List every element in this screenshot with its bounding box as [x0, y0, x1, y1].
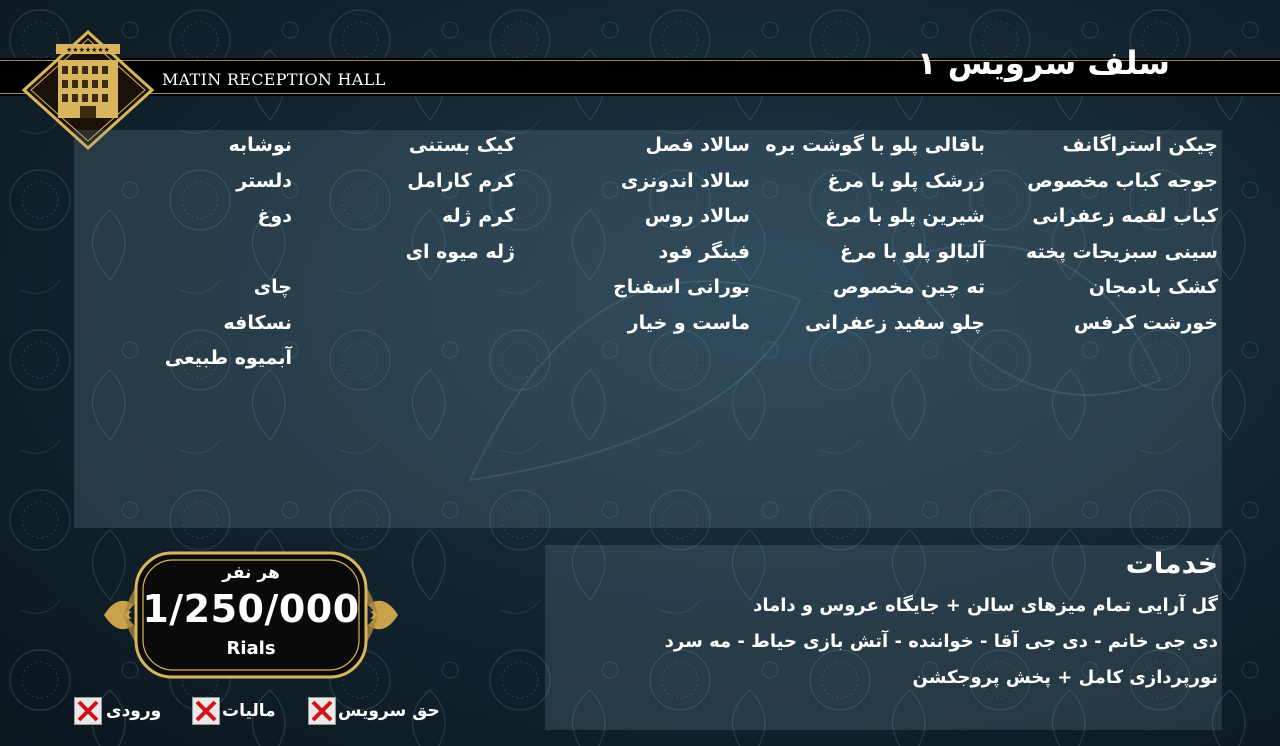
list-item: دوغ — [257, 205, 292, 227]
cross-icon — [309, 698, 335, 724]
brand-name: MATIN RECEPTION HALL — [162, 70, 386, 89]
extra-label: مالیات — [222, 701, 276, 721]
list-item: کیک بستنی — [408, 134, 515, 156]
price-badge — [96, 545, 406, 685]
list-item: آلبالو پلو با مرغ — [839, 240, 985, 263]
list-item: کرم کارامل — [407, 169, 515, 192]
list-item: بورانی اسفناج — [613, 276, 750, 298]
list-item: چیکن استراگانف — [1062, 134, 1218, 156]
services-panel — [545, 545, 1222, 730]
menu-column-drinks — [165, 130, 292, 379]
list-item: کشک بادمجان — [1088, 276, 1218, 298]
list-item: ژله میوه ای — [405, 240, 515, 263]
cross-icon — [75, 698, 101, 724]
services-line: دی جی خانم - دی جی آقا - خواننده - آتش بازی حیاط - مه سرد — [664, 631, 1218, 652]
menu-column-salads — [613, 130, 750, 343]
list-item: دلستر — [236, 169, 292, 192]
menu-column-rice-dishes — [765, 130, 985, 343]
checkbox-tax[interactable] — [192, 697, 220, 725]
list-item: شیرین پلو با مرغ — [825, 205, 985, 227]
list-item: جوجه کباب مخصوص — [1027, 169, 1218, 192]
price-currency: Rials — [226, 638, 276, 659]
extra-label: حق سرویس — [338, 701, 440, 721]
extras-checklist — [72, 695, 442, 731]
menu-column-desserts — [406, 130, 515, 272]
list-item: ته چین مخصوص — [832, 276, 985, 298]
checkbox-entrance[interactable] — [74, 697, 102, 725]
price-amount: 1/250/000 — [142, 587, 360, 631]
services-line: گل آرایی تمام میزهای سالن + جایگاه عروس و داماد — [753, 595, 1218, 616]
page-title: سلف سرویس ۱ — [917, 44, 1170, 82]
list-item: فینگر فود — [658, 240, 750, 263]
list-item: سالاد روس — [644, 205, 750, 227]
list-item: چای — [253, 276, 292, 298]
services-heading: خدمات — [1125, 547, 1218, 580]
list-item: زرشک پلو با مرغ — [827, 169, 985, 192]
services-line: نورپردازی کامل + پخش پروجکشن — [912, 667, 1218, 688]
list-item: کباب لقمه زعفرانی — [1032, 205, 1218, 227]
menu-column-main-dishes — [1026, 130, 1218, 343]
list-item: خورشت کرفس — [1073, 311, 1218, 334]
list-item: آبمیوه طبیعی — [164, 347, 292, 369]
list-item: چلو سفید زعفرانی — [805, 311, 985, 334]
list-item: ماست و خیار — [627, 311, 750, 334]
list-item — [165, 237, 292, 273]
list-item: سالاد اندونزی — [620, 169, 750, 192]
list-item: کرم ژله — [441, 205, 515, 227]
list-item: نسکافه — [223, 311, 292, 334]
extra-label: ورودی — [106, 701, 162, 721]
svg-text:★★★★★★★: ★★★★★★★ — [66, 46, 110, 54]
list-item: نوشابه — [228, 134, 292, 156]
list-item: سالاد فصل — [645, 134, 750, 156]
cross-icon — [193, 698, 219, 724]
price-per-person-label: هر نفر — [222, 563, 280, 583]
list-item: سینی سبزیجات پخته — [1025, 240, 1218, 263]
checkbox-service-charge[interactable] — [308, 697, 336, 725]
list-item: باقالی پلو با گوشت بره — [765, 134, 985, 156]
